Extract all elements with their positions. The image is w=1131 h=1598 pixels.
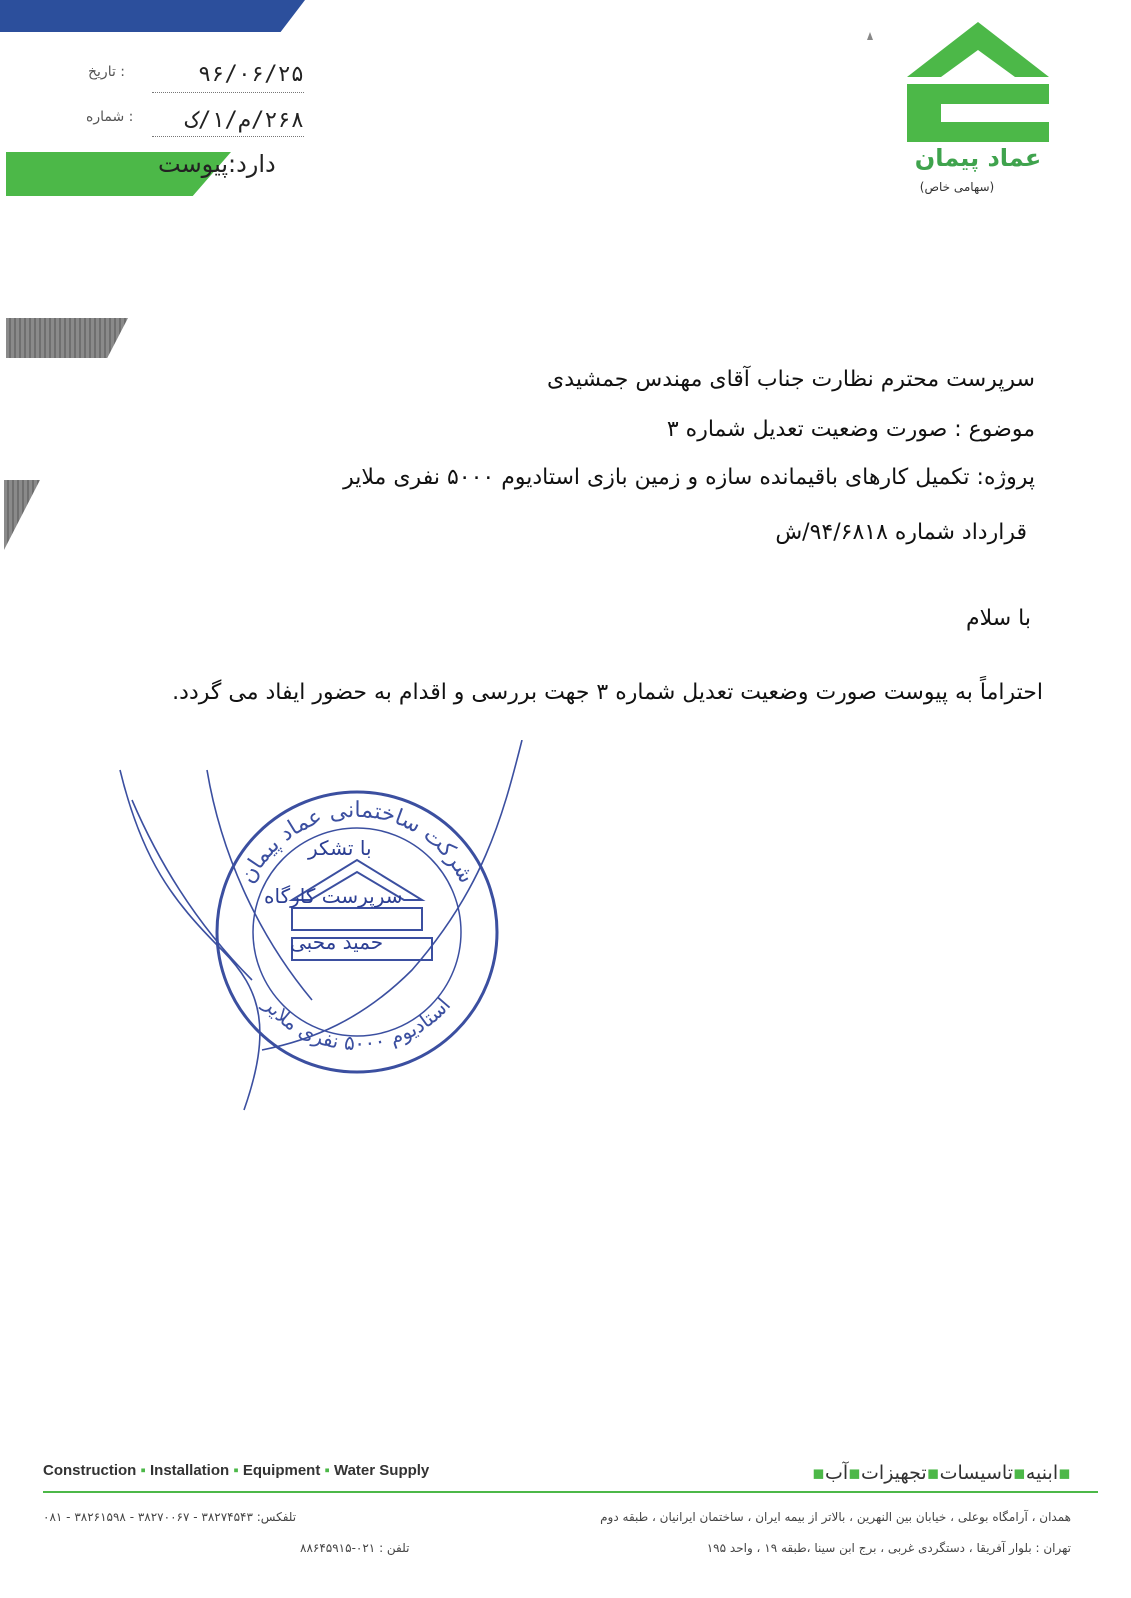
service-en-equipment: Equipment — [242, 1462, 321, 1479]
footer-services-en: Construction ▪ Installation ▪ Equipment ▪ Water Supply — [43, 1462, 430, 1479]
date-value: ۹۶/۰۶/۲۵ — [198, 62, 304, 87]
gray-stripe-bar — [6, 318, 128, 358]
stamp-top-text: شرکت ساختمانی عماد پیمان — [235, 797, 479, 888]
footer-services-fa: ▪ابنیه▪تاسیسات▪تجهیزات▪آب▪ — [812, 1462, 1071, 1484]
attachment-label: دارد:پیوست — [158, 150, 276, 178]
contract-number: قرارداد شماره ۹۴/۶۸۱۸/ش — [775, 520, 1027, 545]
date-field — [152, 60, 304, 93]
hamedan-phones: تلفکس: ۳۸۲۷۴۵۴۳ - ۳۸۲۷۰۰۶۷ - ۳۸۲۶۱۵۹۸ - ۰۸۱ — [43, 1510, 297, 1524]
hamedan-address: همدان ، آرامگاه بوعلی ، خیابان بین النهرین ، بالاتر از بیمه ایران ، ساختمان ایرانیان ، طبقه دوم — [600, 1510, 1071, 1524]
footer-divider — [43, 1491, 1098, 1493]
letter-body: احتراماً به پیوست صورت وضعیت تعدیل شماره ۳ جهت بررسی و اقدام به حضور ایفاد می گردد. — [172, 680, 1043, 705]
gray-stripe-triangle — [4, 480, 40, 550]
stamp-signature — [112, 740, 532, 1130]
project: پروژه: تکمیل کارهای باقیمانده سازه و زمین بازی استادیوم ۵۰۰۰ نفری ملایر — [343, 465, 1035, 490]
service-en-installation: Installation — [149, 1462, 230, 1479]
header-blue-bar — [0, 0, 305, 32]
service-en-construction: Construction — [43, 1462, 137, 1479]
service-fa-1: ابنیه — [1025, 1462, 1059, 1484]
company-type: (سهامی خاص) — [919, 180, 995, 194]
tehran-address: تهران : بلوار آفریقا ، دستگردی غربی ، برج ابن سینا ،طبقه ۱۹ ، واحد ۱۹۵ — [706, 1541, 1071, 1555]
subject: موضوع : صورت وضعیت تعدیل شماره ۳ — [666, 417, 1035, 442]
supervisor-name: حمید محبی — [290, 930, 384, 954]
number-value: ۲۶۸/م/۱/ک — [184, 108, 304, 133]
greeting: با سلام — [965, 606, 1031, 631]
svg-text:استادیوم ۵۰۰۰ نفری ملایر — [258, 992, 455, 1055]
service-fa-2: تاسیسات — [939, 1462, 1013, 1484]
small-triangle-icon — [867, 32, 873, 40]
company-name: عماد پیمان — [914, 144, 1042, 172]
stamp-bottom-text: استادیوم ۵۰۰۰ نفری ملایر — [258, 992, 456, 1056]
service-en-water: Water Supply — [333, 1462, 430, 1479]
thanks-text: با تشکر — [308, 836, 372, 860]
date-label: : تاریخ — [88, 64, 126, 80]
tehran-phone: تلفن : ۰۲۱-۸۸۶۴۵۹۱۵ — [300, 1541, 410, 1555]
addressee: سرپرست محترم نظارت جناب آقای مهندس جمشیدی — [547, 367, 1035, 392]
service-fa-3: تجهیزات — [861, 1462, 927, 1484]
logo-mark-icon — [907, 22, 1049, 144]
company-logo — [907, 22, 1049, 144]
service-fa-4: آب — [824, 1462, 849, 1484]
number-label: : شماره — [86, 109, 134, 125]
supervisor-role: سرپرست کارگاه — [264, 884, 403, 908]
number-field — [152, 106, 304, 137]
